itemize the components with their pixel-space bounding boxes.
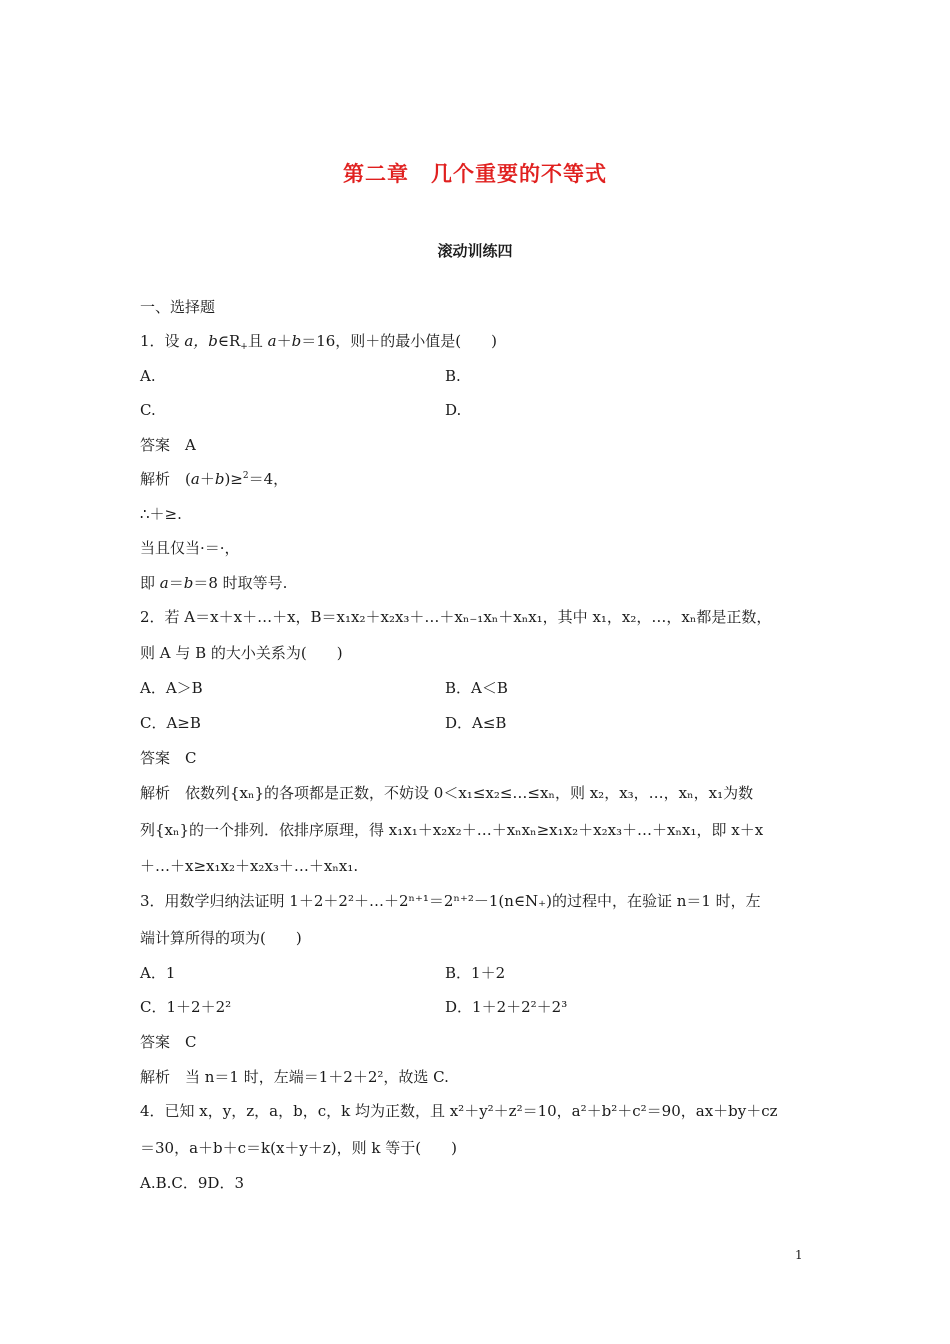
q1-options-row2: [140, 399, 462, 421]
q1-solution-line1: 解析 (a＋b)≥$^2$＝4，: [140, 470, 289, 488]
chapter-title: 第二章 几个重要的不等式: [343, 161, 607, 186]
q3-stem-line1: 3．用数学归纳法证明 1＋2＋2²＋…＋2ⁿ⁺¹＝2ⁿ⁺²－1(n∈N₊)的过程中，在验证 n＝1 时，左: [140, 892, 761, 910]
q1-option-a: A.: [140, 367, 156, 385]
q4-stem-line1: 4．已知 x，y，z，a，b，c，k 均为正数，且 x²＋y²＋z²＝10，a²＋b²＋c²＝90，ax＋by＋cz: [140, 1102, 778, 1120]
q1-option-b: B.: [445, 367, 461, 385]
q1-options-row1: [140, 365, 461, 387]
q4-stem-line2: ＝30，a＋b＋c＝k(x＋y＋z)，则 k 等于( ): [140, 1139, 457, 1157]
q2-option-d: D．A≤B: [445, 714, 507, 732]
q3-options-row2: [140, 996, 568, 1018]
q3-option-a: A．1: [140, 964, 176, 982]
page-number: 1: [795, 1248, 803, 1262]
q1-solution-line4: 即 a＝b＝8 时取等号.: [140, 574, 288, 592]
q2-stem-line2: 则 A 与 B 的大小关系为( ): [140, 644, 343, 662]
q2-option-a: A．A＞B: [140, 679, 203, 697]
q2-option-b: B．A＜B: [445, 679, 508, 697]
q2-option-c: C．A≥B: [140, 714, 201, 732]
q4-options: A.B.C．9D．3: [140, 1174, 244, 1192]
q1-option-d: D.: [445, 401, 462, 419]
q1-solution-line2: ∴＋≥.: [140, 505, 182, 523]
q3-stem-line2: 端计算所得的项为( ): [140, 929, 302, 947]
q3-option-d: D．1＋2＋2²＋2³: [445, 998, 568, 1016]
q3-answer: 答案 C: [140, 1033, 197, 1051]
q1-stem: 1．设 a，$b\in R_+$且 a＋b＝16，则＋的最小值是( ): [140, 332, 497, 352]
q2-solution-line2: 列{xₙ}的一个排列．依排序原理，得 x₁x₁＋x₂x₂＋…＋xₙxₙ≥x₁x₂＋x₂x₃＋…＋xₙx₁，即 x＋x: [140, 821, 764, 839]
q2-options-row2: [140, 712, 507, 734]
q2-stem-line1: 2．若 A＝x＋x＋…＋x，B＝x₁x₂＋x₂x₃＋…＋xₙ₋₁xₙ＋xₙx₁，其中 x₁，x₂，…，xₙ都是正数，: [140, 608, 772, 626]
q3-solution: 解析 当 n＝1 时，左端＝1＋2＋2²，故选 C.: [140, 1068, 449, 1086]
section-heading: 一、选择题: [140, 298, 216, 316]
q1-option-c: C.: [140, 401, 156, 419]
q2-solution-line1: 解析 依数列{xₙ}的各项都是正数，不妨设 0＜x₁≤x₂≤…≤xₙ，则 x₂，x₃，…，xₙ，x₁为数: [140, 784, 754, 802]
q2-solution-line3: ＋…＋x≥x₁x₂＋x₂x₃＋…＋xₙx₁.: [140, 857, 359, 875]
q2-options-row1: [140, 677, 508, 699]
q3-options-row1: [140, 962, 506, 984]
q1-solution-line3: 当且仅当·＝·，: [140, 539, 240, 557]
q3-option-b: B．1＋2: [445, 964, 506, 982]
q2-answer: 答案 C: [140, 749, 197, 767]
q3-option-c: C．1＋2＋2²: [140, 998, 232, 1016]
q1-answer: 答案 A: [140, 436, 196, 454]
exercise-title: 滚动训练四: [437, 242, 513, 260]
